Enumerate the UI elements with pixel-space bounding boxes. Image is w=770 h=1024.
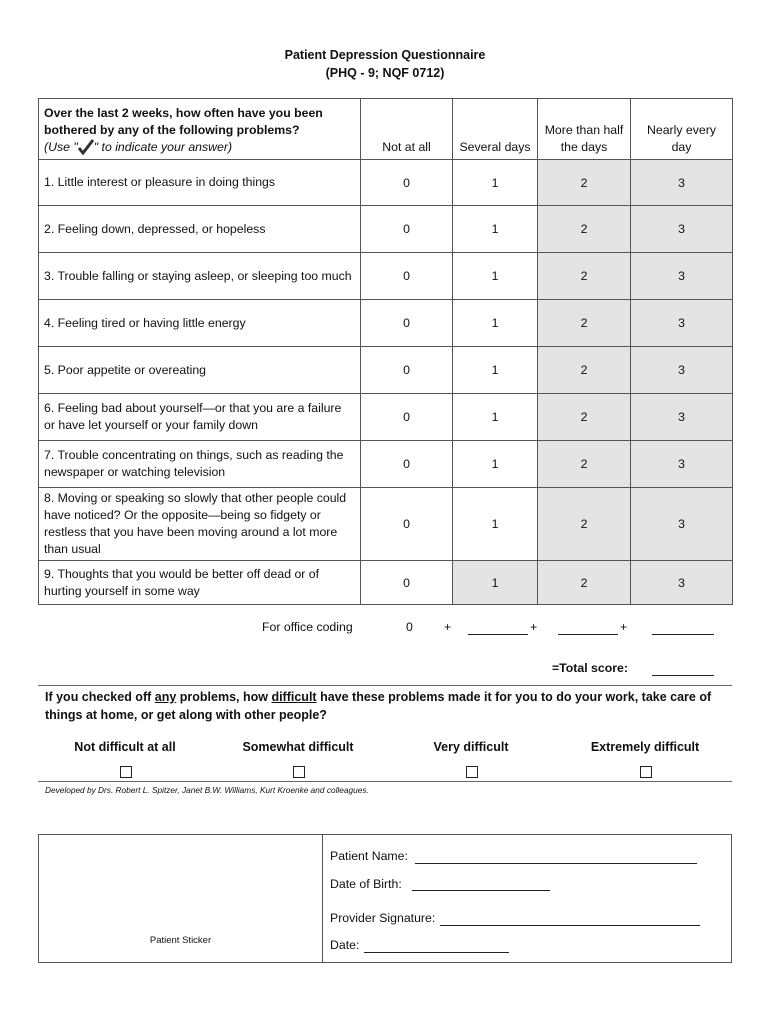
coding-blank-nearly-every-day[interactable]: [652, 634, 714, 635]
provider-signature-label: Provider Signature:: [330, 911, 436, 925]
option-not-difficult-checkbox[interactable]: [120, 766, 132, 778]
column-header-not-at-all: Not at all: [361, 99, 453, 160]
instruction: (Use " " to indicate your answer): [44, 140, 233, 154]
office-coding-label: For office coding: [262, 620, 353, 634]
date-label: Date:: [330, 938, 360, 952]
question-text: 1. Little interest or pleasure in doing things: [39, 160, 361, 206]
score-cell[interactable]: 2: [538, 441, 631, 488]
plus-sign: +: [530, 620, 538, 634]
question-text: 5. Poor appetite or overeating: [39, 347, 361, 394]
table-row: [39, 488, 733, 561]
score-cell[interactable]: 2: [538, 160, 631, 206]
date-field[interactable]: [364, 952, 509, 953]
question-text: 6. Feeling bad about yourself—or that you are a failure or have let yourself or your family down: [39, 394, 361, 441]
score-cell[interactable]: 2: [538, 488, 631, 561]
column-header-more-than-half: More than half the days: [538, 99, 631, 160]
checkmark-icon: [78, 139, 94, 155]
score-cell[interactable]: 2: [538, 253, 631, 300]
page-title: Patient Depression Questionnaire: [284, 48, 486, 62]
score-cell[interactable]: 1: [453, 488, 538, 561]
score-cell[interactable]: 3: [631, 561, 733, 605]
table-row: [39, 347, 733, 394]
patient-name-label: Patient Name:: [330, 849, 408, 863]
score-cell[interactable]: 3: [631, 488, 733, 561]
box-divider: [322, 835, 323, 962]
question-text: 3. Trouble falling or staying asleep, or sleeping too much: [39, 253, 361, 300]
score-cell[interactable]: 3: [631, 347, 733, 394]
score-cell[interactable]: 1: [453, 160, 538, 206]
option-extremely-difficult-checkbox[interactable]: [640, 766, 652, 778]
score-cell[interactable]: 0: [361, 347, 453, 394]
coding-blank-more-than-half[interactable]: [558, 634, 618, 635]
question-text: 8. Moving or speaking so slowly that other people could have noticed? Or the opposite—being so fidgety or restless that you have been moving around a lot more than usual: [39, 488, 361, 561]
score-cell[interactable]: 3: [631, 394, 733, 441]
score-cell[interactable]: 0: [361, 160, 453, 206]
option-very-difficult-label: Very difficult: [433, 740, 509, 754]
total-score-label: =Total score:: [552, 661, 628, 675]
score-cell[interactable]: 1: [453, 394, 538, 441]
column-header-nearly-every-day: Nearly every day: [631, 99, 733, 160]
score-cell[interactable]: 0: [361, 561, 453, 605]
credits-text: Developed by Drs. Robert L. Spitzer, Janet B.W. Williams, Kurt Kroenke and colleagues.: [45, 785, 369, 795]
question-text: 9. Thoughts that you would be better off dead or of hurting yourself in some way: [39, 561, 361, 605]
score-cell[interactable]: 2: [538, 347, 631, 394]
option-not-difficult-label: Not difficult at all: [74, 740, 176, 754]
score-cell[interactable]: 0: [361, 441, 453, 488]
divider: [38, 781, 732, 782]
total-score-blank[interactable]: [652, 675, 714, 676]
table-row: [39, 253, 733, 300]
score-cell[interactable]: 1: [453, 441, 538, 488]
score-cell[interactable]: 2: [538, 394, 631, 441]
dob-label: Date of Birth:: [330, 877, 402, 891]
question-text: 4. Feeling tired or having little energy: [39, 300, 361, 347]
table-row: [39, 394, 733, 441]
phq9-table: [38, 98, 733, 605]
score-cell[interactable]: 1: [453, 253, 538, 300]
patient-info-box: [38, 834, 732, 963]
score-cell[interactable]: 2: [538, 206, 631, 253]
score-cell[interactable]: 0: [361, 253, 453, 300]
option-very-difficult-checkbox[interactable]: [466, 766, 478, 778]
table-row: [39, 441, 733, 488]
score-cell[interactable]: 0: [361, 300, 453, 347]
page-subtitle: (PHQ - 9; NQF 0712): [325, 66, 445, 80]
score-cell[interactable]: 1: [453, 300, 538, 347]
option-somewhat-difficult-checkbox[interactable]: [293, 766, 305, 778]
question-text: 7. Trouble concentrating on things, such as reading the newspaper or watching television: [39, 441, 361, 488]
table-row: [39, 561, 733, 605]
office-coding-zero: 0: [406, 620, 413, 634]
table-row: [39, 206, 733, 253]
score-cell[interactable]: 1: [453, 206, 538, 253]
score-cell[interactable]: 3: [631, 160, 733, 206]
patient-sticker-label: Patient Sticker: [149, 935, 212, 946]
score-cell[interactable]: 3: [631, 253, 733, 300]
table-row: [39, 300, 733, 347]
score-cell[interactable]: 0: [361, 206, 453, 253]
score-cell[interactable]: 1: [453, 347, 538, 394]
question-header: Over the last 2 weeks, how often have you been bothered by any of the following problems? (Use " " to indicate your answer): [39, 99, 361, 160]
divider: [38, 685, 732, 686]
column-header-several-days: Several days: [453, 99, 538, 160]
dob-field[interactable]: [412, 890, 550, 891]
table-row: [39, 160, 733, 206]
score-cell[interactable]: 3: [631, 300, 733, 347]
office-coding-row: [0, 620, 770, 640]
score-cell[interactable]: 0: [361, 394, 453, 441]
plus-sign: +: [444, 620, 452, 634]
provider-signature-field[interactable]: [440, 925, 700, 926]
coding-blank-several-days[interactable]: [468, 634, 528, 635]
score-cell[interactable]: 2: [538, 561, 631, 605]
option-extremely-difficult-label: Extremely difficult: [590, 740, 700, 754]
score-cell[interactable]: 0: [361, 488, 453, 561]
plus-sign: +: [620, 620, 628, 634]
table-header-row: [39, 99, 733, 160]
score-cell[interactable]: 3: [631, 206, 733, 253]
patient-name-field[interactable]: [415, 863, 697, 864]
option-somewhat-difficult-label: Somewhat difficult: [242, 740, 354, 754]
question-text: 2. Feeling down, depressed, or hopeless: [39, 206, 361, 253]
score-cell[interactable]: 2: [538, 300, 631, 347]
score-cell[interactable]: 3: [631, 441, 733, 488]
score-cell[interactable]: 1: [453, 561, 538, 605]
difficulty-question: If you checked off any problems, how difficult have these problems made it for you to do your work, take care of things at home, or get along with other people?: [45, 690, 712, 722]
